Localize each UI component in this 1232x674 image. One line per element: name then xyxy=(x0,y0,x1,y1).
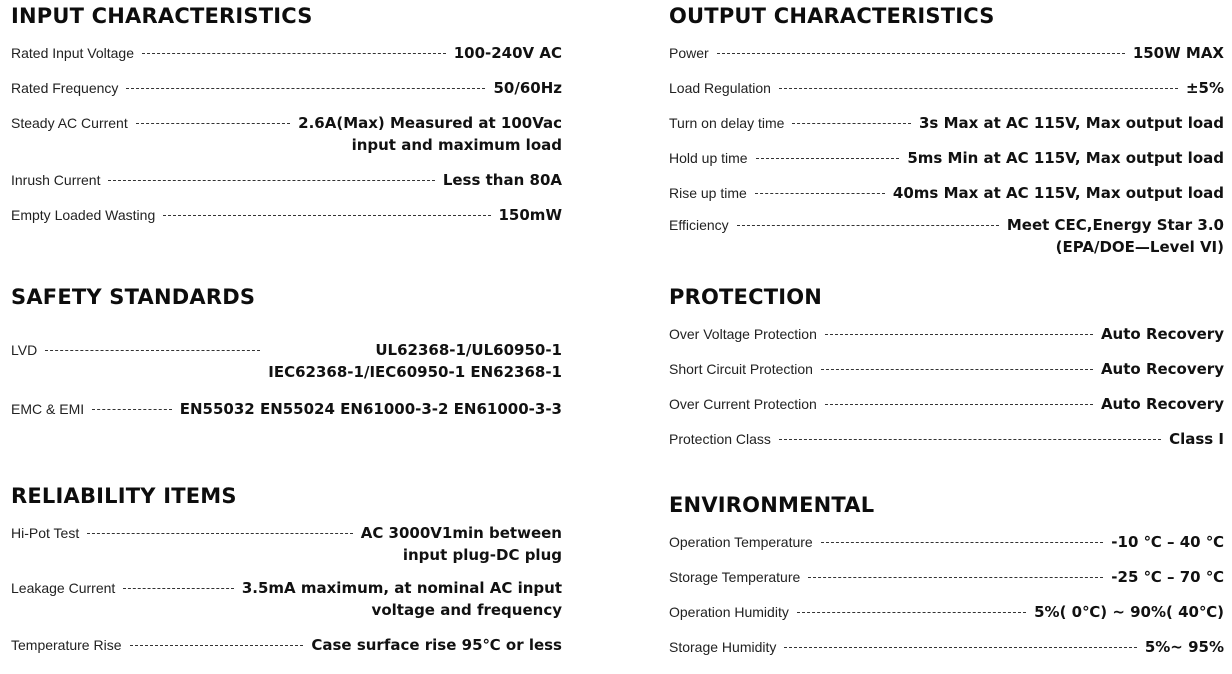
spec-value: Case surface rise 95℃ or less xyxy=(311,636,562,654)
spec-value: 40ms Max at AC 115V, Max output load xyxy=(892,184,1224,202)
spec-value: Auto Recovery xyxy=(1100,395,1224,413)
spec-value: EN55032 EN55024 EN61000-3-2 EN61000-3-3 xyxy=(179,400,562,418)
leader-dots xyxy=(126,77,485,99)
spec-value: Auto Recovery xyxy=(1100,360,1224,378)
section-title: ENVIRONMENTAL xyxy=(669,493,875,517)
spec-row xyxy=(669,636,1224,658)
spec-value: ±5% xyxy=(1185,79,1224,97)
spec-value: 50/60Hz xyxy=(493,79,562,97)
leader-dots xyxy=(123,577,234,599)
spec-row xyxy=(11,204,562,226)
spec-row xyxy=(669,112,1224,134)
spec-row xyxy=(669,77,1224,99)
leader-dots xyxy=(792,112,911,134)
spec-row xyxy=(11,112,562,156)
spec-row xyxy=(669,147,1224,169)
leader-dots xyxy=(87,522,353,544)
leader-dots xyxy=(779,77,1178,99)
spec-value: Meet CEC,Energy Star 3.0 (EPA/DOE—Level VI) xyxy=(1006,216,1224,256)
spec-label: Storage Humidity xyxy=(669,639,777,655)
leader-dots xyxy=(737,214,999,236)
leader-dots xyxy=(755,182,885,204)
spec-label: Rated Frequency xyxy=(11,80,119,96)
spec-value: 3s Max at AC 115V, Max output load xyxy=(918,114,1224,132)
section-title: INPUT CHARACTERISTICS xyxy=(11,4,313,28)
spec-label: Power xyxy=(669,45,709,61)
spec-row xyxy=(669,393,1224,415)
spec-label: Protection Class xyxy=(669,431,771,447)
leader-dots xyxy=(821,531,1104,553)
spec-row xyxy=(11,634,562,656)
spec-value: AC 3000V1min between input plug-DC plug xyxy=(360,524,562,564)
leader-dots xyxy=(808,566,1103,588)
spec-label: Hold up time xyxy=(669,150,748,166)
spec-row xyxy=(669,182,1224,204)
leader-dots xyxy=(92,398,172,420)
spec-label: LVD xyxy=(11,342,38,358)
spec-value: 150mW xyxy=(498,206,562,224)
spec-value: 3.5mA maximum, at nominal AC input voltage and frequency xyxy=(241,579,562,619)
leader-dots xyxy=(825,323,1093,345)
leader-dots xyxy=(756,147,900,169)
leader-dots xyxy=(136,112,290,134)
spec-label: Empty Loaded Wasting xyxy=(11,207,156,223)
leader-dots xyxy=(825,393,1093,415)
section-title: SAFETY STANDARDS xyxy=(11,285,256,309)
spec-row xyxy=(669,428,1224,450)
section-title: OUTPUT CHARACTERISTICS xyxy=(669,4,995,28)
spec-label: Rise up time xyxy=(669,185,747,201)
leader-dots xyxy=(108,169,434,191)
spec-label: Hi-Pot Test xyxy=(11,525,80,541)
spec-row xyxy=(669,531,1224,553)
leader-dots xyxy=(821,358,1093,380)
leader-dots xyxy=(717,42,1125,64)
spec-row xyxy=(11,577,562,621)
spec-value: 5%( 0℃) ~ 90%( 40℃) xyxy=(1034,603,1224,621)
leader-dots xyxy=(797,601,1026,623)
spec-row xyxy=(669,358,1224,380)
spec-label: Operation Humidity xyxy=(669,604,789,620)
spec-label: Rated Input Voltage xyxy=(11,45,134,61)
spec-row xyxy=(11,339,562,383)
leader-dots xyxy=(784,636,1136,658)
spec-label: Load Regulation xyxy=(669,80,771,96)
spec-row xyxy=(669,601,1224,623)
spec-value: 2.6A(Max) Measured at 100Vac input and maximum load xyxy=(298,114,562,154)
spec-value: 150W MAX xyxy=(1132,44,1224,62)
spec-value: Class I xyxy=(1169,430,1224,448)
section-title: PROTECTION xyxy=(669,285,823,309)
spec-row xyxy=(11,42,562,64)
spec-value: -10 ℃ – 40 ℃ xyxy=(1111,533,1224,551)
spec-value: Auto Recovery xyxy=(1100,325,1224,343)
spec-value: -25 ℃ – 70 ℃ xyxy=(1111,568,1224,586)
leader-dots xyxy=(163,204,490,226)
spec-value: 100-240V AC xyxy=(453,44,562,62)
spec-label: Over Current Protection xyxy=(669,396,817,412)
spec-row xyxy=(669,323,1224,345)
spec-row xyxy=(11,398,562,420)
spec-label: Temperature Rise xyxy=(11,637,122,653)
spec-row xyxy=(669,42,1224,64)
spec-label: Storage Temperature xyxy=(669,569,801,585)
leader-dots xyxy=(142,42,446,64)
spec-row xyxy=(669,566,1224,588)
spec-label: Efficiency xyxy=(669,217,729,233)
spec-label: Short Circuit Protection xyxy=(669,361,813,377)
spec-label: Turn on delay time xyxy=(669,115,785,131)
spec-value: 5%~ 95% xyxy=(1144,638,1224,656)
section-title: RELIABILITY ITEMS xyxy=(11,484,237,508)
spec-value: Less than 80A xyxy=(442,171,562,189)
spec-row xyxy=(11,169,562,191)
leader-dots xyxy=(130,634,304,656)
spec-row xyxy=(11,77,562,99)
spec-label: Leakage Current xyxy=(11,580,116,596)
spec-value: UL62368-1/UL60950-1 IEC62368-1/IEC60950-1 EN62368-1 xyxy=(268,341,562,381)
spec-label: EMC & EMI xyxy=(11,401,85,417)
leader-dots xyxy=(779,428,1161,450)
spec-value: 5ms Min at AC 115V, Max output load xyxy=(907,149,1224,167)
spec-label: Over Voltage Protection xyxy=(669,326,817,342)
spec-row xyxy=(11,522,562,566)
spec-label: Inrush Current xyxy=(11,172,101,188)
spec-label: Operation Temperature xyxy=(669,534,813,550)
leader-dots xyxy=(45,339,260,361)
spec-label: Steady AC Current xyxy=(11,115,128,131)
spec-row xyxy=(669,214,1224,258)
